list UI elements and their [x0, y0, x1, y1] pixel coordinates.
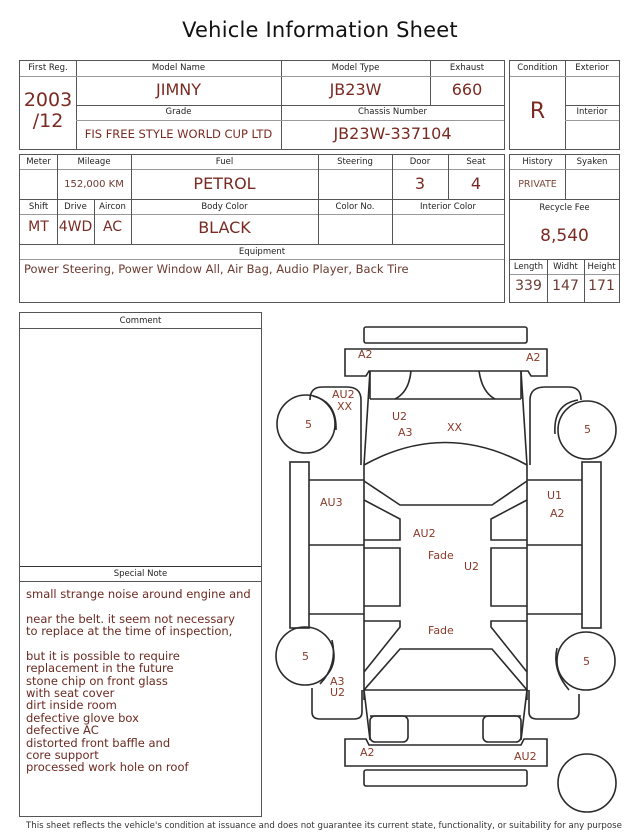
- length-label: Length: [513, 262, 544, 272]
- damage-mark: A2: [526, 351, 541, 364]
- damage-mark: U2: [330, 686, 346, 699]
- damage-mark: A2: [550, 507, 565, 520]
- length-value: 339: [515, 278, 542, 294]
- damage-mark: A2: [358, 348, 373, 361]
- body-color-label: Body Color: [201, 202, 248, 212]
- damage-mark: Fade: [428, 549, 454, 562]
- steering-label: Steering: [337, 157, 373, 167]
- damage-mark: A2: [360, 746, 375, 759]
- model-type-value: JB23W: [329, 80, 382, 99]
- exhaust-label: Exhaust: [449, 63, 485, 73]
- fuel-label: Fuel: [215, 157, 234, 167]
- first-reg-year: 2003: [23, 89, 73, 111]
- special-note-line: but it is possible to require: [26, 649, 180, 663]
- model-type-label: Model Type: [331, 63, 380, 73]
- damage-mark: U1: [547, 489, 563, 502]
- syaken-label: Syaken: [576, 157, 608, 167]
- special-note-line: to replace at the time of inspection,: [26, 624, 233, 638]
- comment-label: Comment: [119, 316, 162, 326]
- shift-label: Shift: [28, 202, 49, 212]
- damage-mark: A3: [398, 426, 413, 439]
- condition-label: Condition: [517, 63, 558, 73]
- header-table: [19, 60, 505, 150]
- damage-mark: AU2: [514, 750, 537, 763]
- first-reg-month: /12: [32, 110, 64, 132]
- color-no-label: Color No.: [335, 202, 375, 212]
- model-name-value: JIMNY: [156, 80, 201, 99]
- grade-value: FIS FREE STYLE WORLD CUP LTD: [84, 127, 273, 141]
- front-grille-bar: [364, 327, 527, 343]
- equipment-value: Power Steering, Power Window All, Air Bag, Audio Player, Back Tire: [24, 262, 409, 276]
- special-note-line: dirt inside room: [26, 698, 117, 712]
- exterior-label: Exterior: [575, 63, 609, 73]
- special-note-line: distorted front baffle and: [26, 736, 171, 750]
- spare-tire: [558, 754, 616, 812]
- interior-label: Interior: [576, 107, 608, 117]
- interior-color-label: Interior Color: [420, 202, 476, 212]
- special-note-label: Special Note: [113, 569, 168, 579]
- recycle-fee-label: Recycle Fee: [539, 203, 590, 213]
- chassis-label: Chassis Number: [357, 107, 428, 117]
- meter-label: Meter: [26, 157, 51, 167]
- special-note-line: processed work hole on roof: [26, 760, 189, 774]
- body-color-value: BLACK: [198, 218, 251, 237]
- damage-mark: 5: [302, 650, 309, 663]
- damage-mark: U2: [392, 410, 408, 423]
- right-rocker: [582, 462, 601, 628]
- damage-mark: XX: [447, 421, 463, 434]
- width-label: Widht: [553, 262, 578, 272]
- aircon-label: Aircon: [99, 202, 126, 212]
- grade-label: Grade: [165, 107, 192, 117]
- seat-label: Seat: [466, 157, 486, 167]
- door-value: 3: [414, 174, 426, 193]
- special-note-line: core support: [26, 748, 99, 762]
- damage-mark: AU3: [320, 496, 343, 509]
- damage-mark: 5: [584, 423, 591, 436]
- page-title: Vehicle Information Sheet: [182, 18, 458, 42]
- shift-value: MT: [28, 219, 49, 235]
- side-table: [509, 154, 620, 303]
- special-note-line: small strange noise around engine and: [26, 587, 251, 601]
- mileage-value: 152,000 KM: [64, 179, 124, 190]
- width-value: 147: [552, 278, 579, 294]
- damage-mark: 5: [305, 418, 312, 431]
- rear-bar: [364, 770, 527, 786]
- exhaust-value: 660: [451, 80, 483, 99]
- height-label: Height: [587, 262, 616, 272]
- aircon-value: AC: [102, 219, 123, 235]
- damage-mark: Fade: [428, 624, 454, 637]
- front-bumper: [345, 349, 547, 376]
- damage-mark: AU2: [332, 388, 355, 401]
- damage-mark: U2: [464, 560, 480, 573]
- door-label: Door: [409, 157, 431, 167]
- specs-table: [19, 154, 505, 303]
- recycle-fee-value: 8,540: [540, 226, 589, 246]
- left-rocker: [290, 462, 309, 628]
- mileage-label: Mileage: [77, 157, 111, 167]
- damage-mark: XX: [337, 400, 353, 413]
- model-name-label: Model Name: [151, 63, 206, 73]
- damage-mark: 5: [583, 655, 590, 668]
- special-note-line: with seat cover: [26, 686, 115, 700]
- equipment-label: Equipment: [238, 247, 286, 257]
- drive-label: Drive: [64, 202, 87, 212]
- condition-table: [509, 60, 620, 150]
- special-note-line: near the belt. it seem not necessary: [26, 612, 235, 626]
- damage-mark: A3: [330, 675, 345, 688]
- special-note-line: stone chip on front glass: [26, 674, 168, 688]
- drive-value: 4WD: [58, 219, 93, 235]
- special-note-line: defective glove box: [26, 711, 139, 725]
- first-reg-label: First Reg.: [28, 63, 68, 73]
- vehicle-damage-diagram: [270, 315, 630, 815]
- special-note-line: replacement in the future: [26, 661, 174, 675]
- height-value: 171: [588, 278, 615, 294]
- seat-value: 4: [470, 174, 482, 193]
- damage-mark: AU2: [413, 527, 436, 540]
- history-value: PRIVATE: [518, 179, 557, 190]
- history-label: History: [522, 157, 553, 167]
- fuel-value: PETROL: [193, 174, 256, 193]
- disclaimer-footer: This sheet reflects the vehicle's condition at issuance and does not guarantee its current state, functionality, or suitability for any purpose: [26, 821, 622, 831]
- chassis-value: JB23W-337104: [333, 124, 452, 143]
- special-note-line: defective AC: [26, 723, 99, 737]
- condition-value: R: [529, 99, 546, 124]
